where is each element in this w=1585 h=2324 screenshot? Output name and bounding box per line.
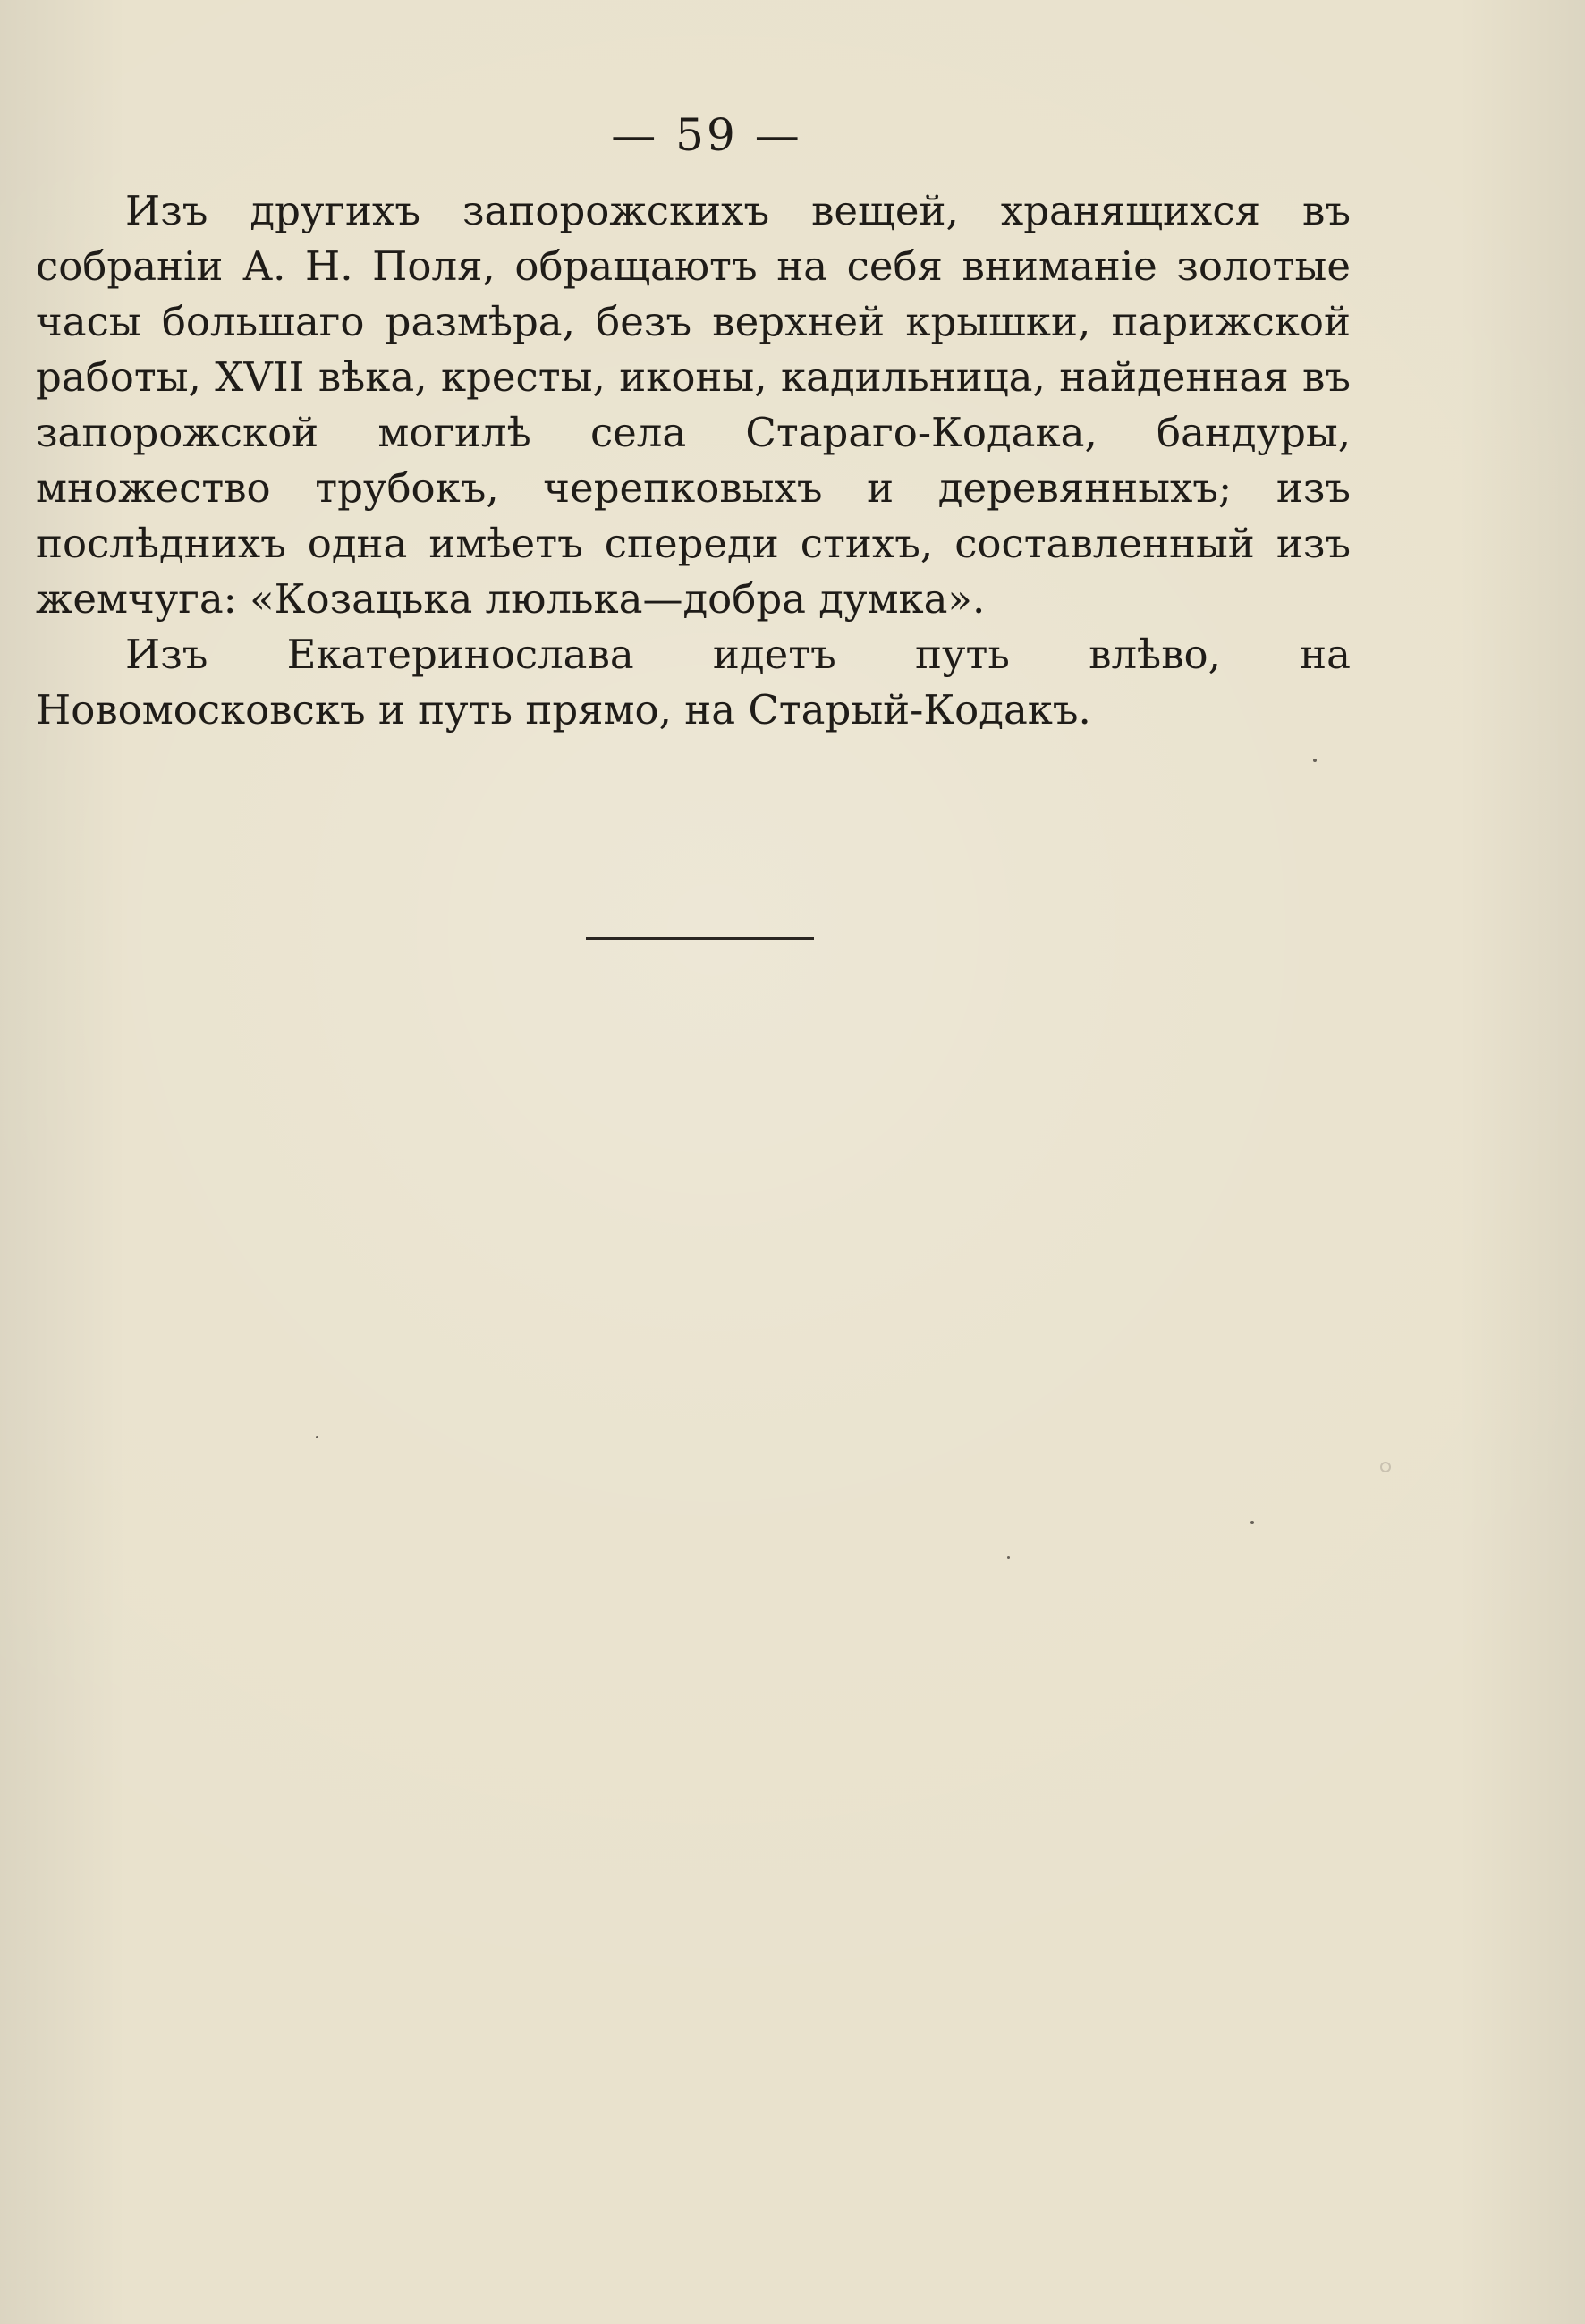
section-separator-line [586,937,814,940]
paper-speck [1007,1556,1010,1559]
paragraph-2: Изъ Екатеринослава идетъ путь влѣво, на Новомосковскъ и путь прямо, на Старый-Кодакъ. [36,631,1351,734]
page-body [36,183,1351,738]
paragraph-1: Изъ другихъ запорожскихъ вещей, хранящихся въ собраніи А. Н. Поля, обращаютъ на себя вниманіе золотые часы большаго размѣра, безъ верхней крышки, парижской работы, XVII вѣка, кресты, иконы, кадильница, найденная въ запорожской могилѣ села Стараго-Кодака, бандуры, множество трубокъ, черепковыхъ и деревянныхъ; изъ послѣднихъ одна имѣетъ спереди стихъ, составленный изъ жемчуга: «Козацька люлька—добра думка». [36,187,1351,623]
paper-speck [1380,1462,1391,1472]
paper-speck [316,1436,318,1438]
paper-speck [1250,1521,1254,1524]
paper-speck [1313,759,1317,762]
page-number: — 59 — [611,109,802,161]
